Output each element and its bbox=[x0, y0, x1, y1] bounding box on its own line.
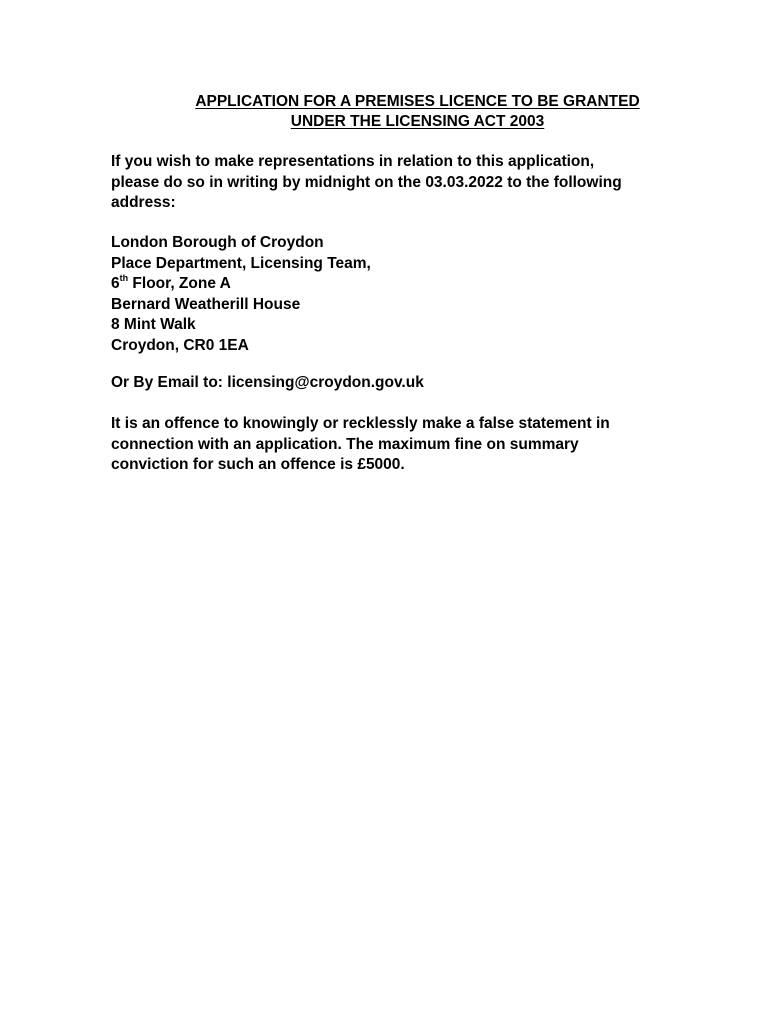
address-line-1: London Borough of Croydon bbox=[111, 234, 324, 251]
intro-line-2: please do so in writing by midnight on the 03.03.2022 to the following bbox=[111, 173, 622, 191]
floor-rest: Floor, Zone A bbox=[128, 275, 231, 292]
email-address: licensing@croydon.gov.uk bbox=[227, 374, 424, 391]
email-line bbox=[111, 373, 731, 394]
warning-line-1: It is an offence to knowingly or recklessly make a false statement in bbox=[111, 415, 610, 432]
email-paragraph bbox=[111, 373, 731, 394]
address-line-4: Bernard Weatherill House bbox=[111, 295, 301, 313]
intro-line-3: address: bbox=[111, 194, 176, 211]
floor-ordinal-suffix: th bbox=[119, 272, 129, 283]
email-label: Or By Email to: bbox=[111, 374, 228, 391]
floor-number: 6 bbox=[111, 275, 120, 292]
intro-line-1: If you wish to make representations in relation to this application, bbox=[111, 153, 595, 170]
warning-line-3: conviction for such an offence is £5000. bbox=[111, 456, 405, 473]
intro-paragraph bbox=[111, 152, 731, 214]
warning-line-2: connection with an application. The maximum fine on summary bbox=[111, 435, 579, 453]
warning-paragraph bbox=[111, 414, 731, 476]
title-line-1: APPLICATION FOR A PREMISES LICENCE TO BE GRANTED bbox=[195, 93, 640, 110]
title-line-2: UNDER THE LICENSING ACT 2003 bbox=[290, 113, 545, 130]
address-line-6: Croydon, CR0 1EA bbox=[111, 336, 249, 354]
address-line-3 bbox=[111, 274, 731, 295]
document-title bbox=[60, 92, 770, 132]
address-line-5: 8 Mint Walk bbox=[111, 316, 196, 333]
address-line-2: Place Department, Licensing Team, bbox=[111, 254, 371, 272]
postal-address bbox=[111, 233, 731, 356]
